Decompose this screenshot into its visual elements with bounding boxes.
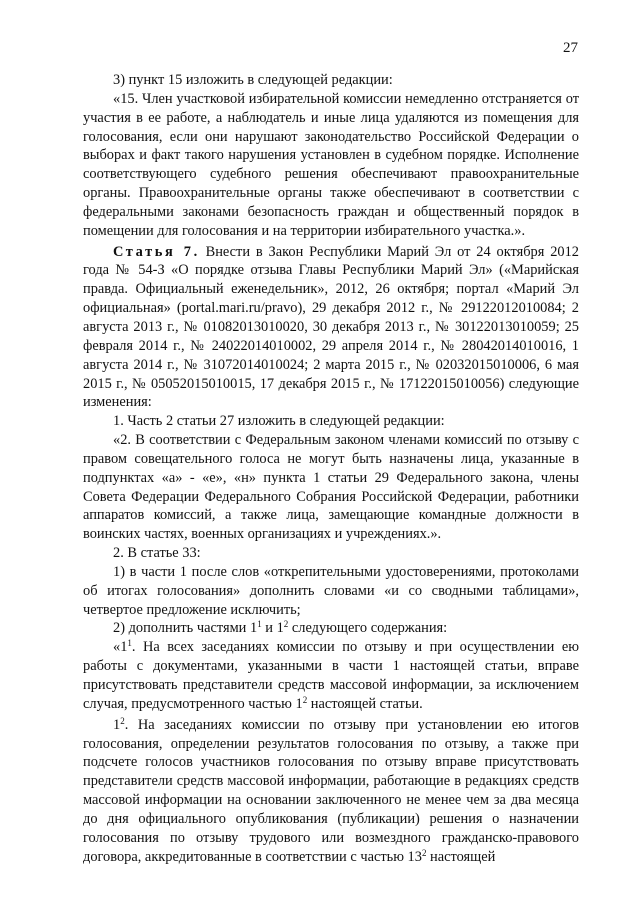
paragraph-subitem-1: 1) в части 1 после слов «открепительными удостоверениями, протоколами об итогах голосования» дополнить словами «и со сводными таблицами», четвертое предложение исключить; [83,563,579,618]
paragraph-subitem-2 [83,619,579,638]
paragraph-item-2: 2. В статье 33: [113,545,201,562]
part-1-1-text-c: настоящей статьи. [307,695,423,712]
paragraph-part-2-text: «2. В соответствии с Федеральным законом членами комиссий по отзыву с правом совещательного голоса не могут быть назначены лица, указанные в подпунктах «а» - «е», «н» пункта 1 статьи 29 Федерального закона, члены Совета Федерации Федерального Собрания Российской Федерации, работники аппаратов комиссий, а также лица, замещающие командные должности в воинских частях, военных организациях и учреждениях.». [83,432,579,543]
subitem-2-text-c: следующего содержания: [288,620,448,637]
superscript: 2 [302,694,308,705]
part-1-2-text-b: . На заседаниях комиссии по отзыву при установлении ею итогов голосования, определении результатов голосования по отзыву, а также при подсчете голосов участников голосования по отзыву вправе присутствовать представители средств массовой информации, работающие в редакциях средств массовой информации на основании заключенного не менее чем за два месяца до дня официального опубликования (публикации) решения о назначении голосования по отзыву трудового или возмездного гражданско-правового договора, аккредитованные в соответствии с частью 13 [83,716,579,865]
superscript: 1 [257,619,262,630]
subitem-2-text-a: 2) дополнить частями 1 [113,620,258,637]
superscript: 2 [283,619,289,630]
document-body [83,71,579,866]
paragraph-part-1-2 [83,716,579,867]
superscript: 1 [127,638,132,649]
article-7-text: Внести в Закон Республики Марий Эл от 24 октября 2012 года № 54-З «О порядке отзыва Главы Республики Марий Эл» («Марийская правда. Официальный еженедельник», 2012, 26 октября; портал «Марий Эл официальная» (portal.mari.ru/pravo), 29 декабря 2012 г., № 29122012010084; 2 августа 2013 г., № 01082013010020, 30 декабря 2013 г., № 30122013010059; 25 февраля 2014 г., № 24022014010002, 29 апреля 2014 г., № 28042014010016, 1 августа 2014 г., № 31072014010024; 2 марта 2015 г., № 02032015010006, 6 мая 2015 г., № 05052015010015, 17 декабря 2015 г., № 17122015010056) следующие изменения: [83,243,579,411]
subitem-2-text-b: и 1 [261,620,284,637]
part-1-2-text-c: настоящей [426,848,496,865]
part-1-1-text-b: . На всех заседаниях комиссии по отзыву и при осуществлении ею работы с документами, указанными в части 1 настоящей статьи, вправе присутствовать представители средств массовой информации, за исключением случая, предусмотренного частью 1 [83,639,579,712]
page-number: 27 [563,40,578,56]
part-1-2-text-a: 1 [113,716,121,733]
article-7-heading: Статья 7. [113,243,200,260]
paragraph-article-7 [83,243,579,413]
superscript: 2 [120,715,125,726]
part-1-1-text-a: «1 [113,639,128,656]
paragraph-item-1: 1. Часть 2 статьи 27 изложить в следующей редакции: [113,413,445,430]
superscript: 2 [421,847,427,858]
paragraph-item-3: 3) пункт 15 изложить в следующей редакции: [113,72,393,88]
paragraph-point-15-text: «15. Член участковой избирательной комиссии немедленно отстраняется от участия в ее работе, а наблюдатель и иные лица удаляются из помещения для голосования, если они нарушают законодательство Российской Федерации о выборах и факт такого нарушения установлен в судебном порядке. Исполнение соответствующего судебного решения обеспечивают правоохранительные органы. Правоохранительные органы также обеспечивают в соответствии с федеральными законами безопасность граждан и общественный порядок в помещении для голосования и на территории избирательного участка.». [83,90,579,239]
paragraph-part-1-1 [83,638,579,713]
